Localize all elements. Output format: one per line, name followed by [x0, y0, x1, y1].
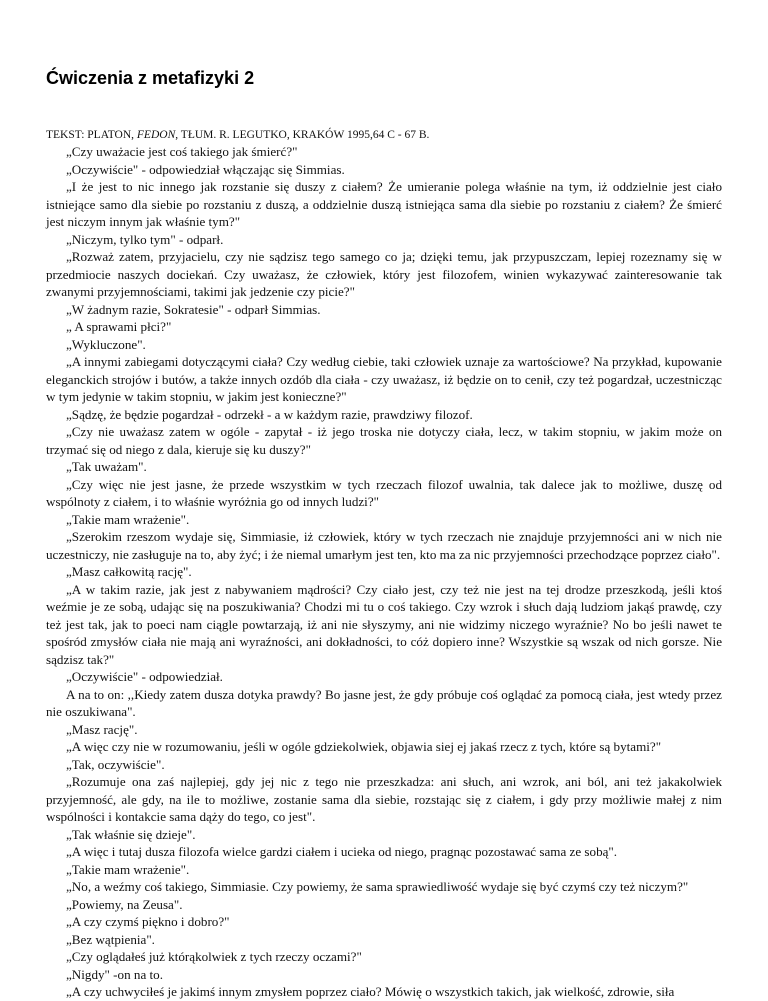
paragraph: „Czy uważacie jest coś takiego jak śmierć?" — [66, 144, 298, 159]
paragraph: „Oczywiście" - odpowiedział włączając się Simmias. — [66, 161, 345, 177]
paragraph: „I że jest to nic innego jak rozstanie się duszy z ciałem? Że umieranie polega właśnie na tym, iż oddzielnie jest ciało istniejące samo dla siebie po rozstaniu z duszą, a oddzielnie duszą istniejąca sama dla siebie po rozstaniu z ciałem? Że śmierć jest niczym innym jak właśnie tym?" — [46, 179, 722, 229]
source-suffix: , TŁUM. R. LEGUTKO, KRAKÓW 1995,64 C - 67 B. — [175, 129, 430, 141]
paragraph: „Niczym, tylko tym" - odparł. — [66, 231, 224, 247]
paragraph: „A czy uchwyciłeś je jakimś innym zmysłem poprzez ciało? Mówię o wszystkich takich, jak wielkość, zdrowie, siła — [66, 984, 675, 999]
paragraph: „Masz rację". — [66, 721, 138, 737]
source-citation — [46, 129, 722, 141]
paragraph: „A więc czy nie w rozumowaniu, jeśli w ogóle gdziekolwiek, objawia siej ej jakaś rzecz z tych, które są bytami?" — [66, 739, 662, 754]
paragraph: „Sądzę, że będzie pogardzał - odrzekł - a w każdym razie, prawdziwy filozof. — [66, 406, 473, 422]
paragraph: „Oczywiście" - odpowiedział. — [66, 669, 223, 684]
paragraph: „A innymi zabiegami dotyczącymi ciała? Czy według ciebie, taki człowiek uznaje za wartościowe? Na przykład, kupowanie eleganckich strojów i butów, a także innych ozdób dla ciała - czy uważasz, iż będzie on to cenił, czy też pogardzał, uczestnicząc w tym jedynie w takim stopniu, w jakim jest konieczne?" — [46, 354, 722, 404]
paragraph: „Takie mam wrażenie". — [66, 511, 190, 527]
paragraph: „Takie mam wrażenie". — [66, 861, 190, 877]
paragraph: „No, a weźmy coś takiego, Simmiasie. Czy powiemy, że sama sprawiedliwość wydaje się być czymś czy też niczym?" — [66, 879, 689, 894]
paragraph: „Masz całkowitą rację". — [66, 564, 192, 579]
paragraph: „A więc i tutaj dusza filozofa wielce gardzi ciałem i ucieka od niego, pragnąc pozostawać sama ze sobą". — [66, 844, 618, 859]
paragraph: „A w takim razie, jak jest z nabywaniem mądrości? Czy ciało jest, czy też nie jest na tej drodze przeszkodą, jeśli ktoś weźmie je ze sobą, udając się na poszukiwania? Chodzi mi tu o coś takiego. Czy wzrok i słuch dają ludziom jakąś prawdę, czy też jest tak, jak to poeci nam ciągle powtarzają, iż ani nie słyszymy, ani nie widzimy niczego wyraźnie? No bo jeśli nawet te spośród zmysłów ciała nie mają ani wyraźności, ani dokładności, to cóż dopiero inne? Wszystkie są wszak od nich gorsze. Nie sądzisz tak?" — [46, 581, 722, 667]
paragraph: „Szerokim rzeszom wydaje się, Simmiasie, iż człowiek, który w tych rzeczach nie znajduje przyjemności ani w nich nie uczestniczy, nie zasługuje na to, aby żyć; i że niemal umarłym jest ten, kto ma za nic przyjemności przechodzące poprzez ciało". — [46, 529, 722, 562]
page-title: Ćwiczenia z metafizyki 2 — [46, 68, 255, 88]
source-prefix: TEKST: PLATON, — [46, 129, 137, 141]
paragraph: „Tak, oczywiście". — [66, 756, 165, 772]
paragraph: „Wykluczone". — [66, 336, 146, 352]
paragraph: „Powiemy, na Zeusa". — [66, 896, 183, 912]
source-work: FEDON — [136, 129, 176, 141]
paragraph: „Rozważ zatem, przyjacielu, czy nie sądzisz tego samego co ja; dzięki temu, jak przypuszczam, lepiej rozeznamy się w przedmiocie naszych dociekań. Czy uważasz, że człowiek, który jest filozofem, winien wykazywać zainteresowanie tak zwanymi przyjemnościami, takimi jak jedzenie czy picie?" — [46, 249, 722, 299]
paragraph: „A czy czymś piękno i dobro?" — [66, 914, 230, 929]
paragraph: „Nigdy" -on na to. — [66, 966, 163, 982]
paragraph: „Tak właśnie się dzieje". — [66, 826, 196, 842]
paragraph: „Tak uważam". — [66, 459, 147, 474]
paragraph: „ A sprawami płci?" — [66, 319, 172, 334]
paragraph: „Czy oglądałeś już którąkolwiek z tych rzeczy oczami?" — [66, 949, 362, 964]
paragraph: „Bez wątpienia". — [66, 931, 155, 947]
paragraph: A na to on: ,,Kiedy zatem dusza dotyka prawdy? Bo jasne jest, że gdy próbuje coś oglądać za pomocą ciała, jest wtedy przez nie oszukiwana". — [46, 686, 722, 719]
dialogue-text — [46, 143, 722, 1001]
paragraph: „Czy więc nie jest jasne, że przede wszystkim w tych rzeczach filozof uwalnia, tak dalece jak to możliwe, duszę od wspólnoty z ciałem, i to właśnie wyróżnia go od innych ludzi?" — [46, 476, 722, 509]
paragraph: „Rozumuje ona zaś najlepiej, gdy jej nic z tego nie przeszkadza: ani słuch, ani wzrok, ani ból, ani też jakakolwiek przyjemność, ale gdy, na ile to możliwe, zostanie sama dla siebie, rozstając się z ciałem, i gdy przy możliwie małej z nim wspólności i kontakcie sama dąży do tego, co jest". — [46, 774, 722, 824]
paragraph: „Czy nie uważasz zatem w ogóle - zapytał - iż jego troska nie dotyczy ciała, lecz, w takim stopniu, w jakim może on trzymać się od niego z dala, kieruje się ku duszy?" — [46, 424, 722, 457]
paragraph: „W żadnym razie, Sokratesie" - odparł Simmias. — [66, 301, 321, 317]
